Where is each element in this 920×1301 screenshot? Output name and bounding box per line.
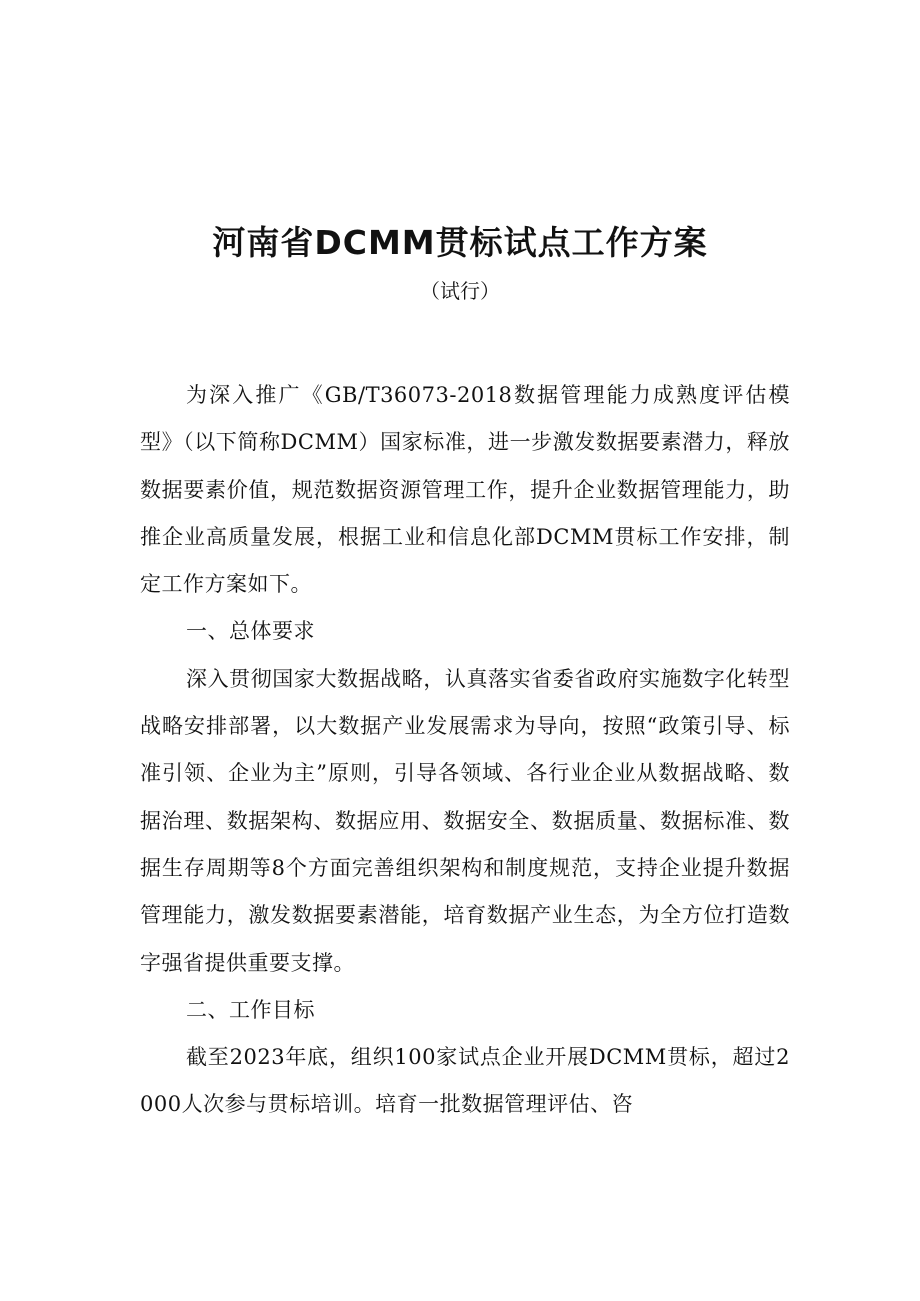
work-goals-paragraph: 截至2023年底，组织100家试点企业开展DCMM贯标，超过2000人次参与贯标培训。培育一批数据管理评估、咨 (140, 1045, 790, 1117)
intro-paragraph: 为深入推广《GB/T36073-2018数据管理能力成熟度评估模型》（以下简称DCMM）国家标准，进一步激发数据要素潜力，释放数据要素价值，规范数据资源管理工作，提升企业数据管理能力，助推企业高质量发展，根据工业和信息化部DCMM贯标工作安排，制定工作方案如下。 (140, 383, 790, 597)
document-title: 河南省DCMM贯标试点工作方案 (212, 223, 708, 262)
document-subtitle: （试行） (420, 279, 500, 303)
general-requirements-paragraph: 深入贯彻国家大数据战略，认真落实省委省政府实施数字化转型战略安排部署，以大数据产业发展需求为导向，按照“政策引导、标准引领、企业为主”原则，引导各领域、各行业企业从数据战略、数据治理、数据架构、数据应用、数据安全、数据质量、数据标准、数据生存周期等8个方面完善组织架构和制度规范，支持企业提升数据管理能力，激发数据要素潜能，培育数据产业生态，为全方位打造数字强省提供重要支撑。 (140, 666, 790, 975)
section-heading-work-goals: 二、工作目标 (186, 997, 315, 1022)
section-heading-general-requirements: 一、总体要求 (186, 619, 315, 644)
document-body (140, 372, 790, 1129)
